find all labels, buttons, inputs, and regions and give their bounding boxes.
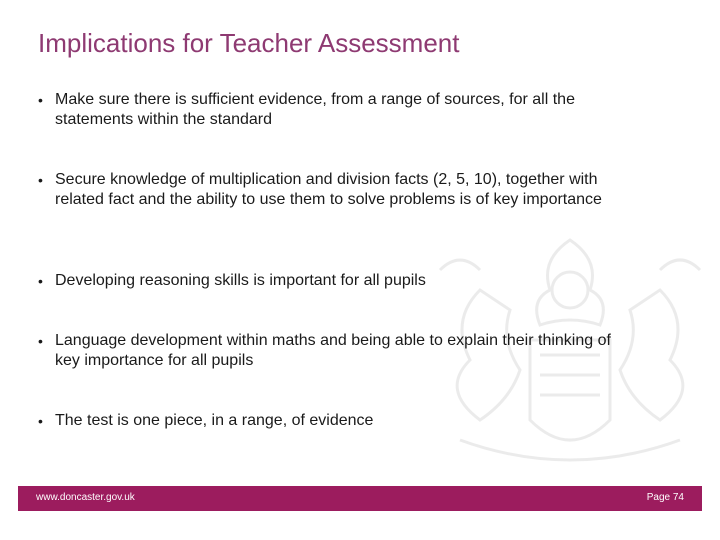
bullet-language-development xyxy=(38,331,638,371)
bullet-text: Secure knowledge of multiplication and division facts (2, 5, 10), together with related fact and the ability to use them to solve problems is of key importance xyxy=(55,171,602,208)
bullet-multiplication-facts xyxy=(38,170,638,210)
bullet-marker: • xyxy=(38,413,43,429)
bullet-marker: • xyxy=(38,92,43,108)
bullet-test-evidence xyxy=(38,411,638,431)
slide-title: Implications for Teacher Assessment xyxy=(38,28,460,58)
bullet-marker: • xyxy=(38,333,43,349)
bullet-sufficient-evidence xyxy=(38,90,638,130)
bullet-text: Make sure there is sufficient evidence, from a range of sources, for all the statements within the standard xyxy=(55,91,575,128)
bullet-reasoning-skills xyxy=(38,271,638,291)
bullet-marker: • xyxy=(38,273,43,289)
footer-bar xyxy=(18,486,702,511)
footer-url: www.doncaster.gov.uk xyxy=(36,492,135,503)
page-number: Page 74 xyxy=(646,492,684,503)
bullet-text: Language development within maths and being able to explain their thinking of key importance for all pupils xyxy=(55,332,611,369)
bullet-text: Developing reasoning skills is important for all pupils xyxy=(55,272,426,289)
bullet-marker: • xyxy=(38,172,43,188)
bullet-text: The test is one piece, in a range, of evidence xyxy=(55,412,374,429)
